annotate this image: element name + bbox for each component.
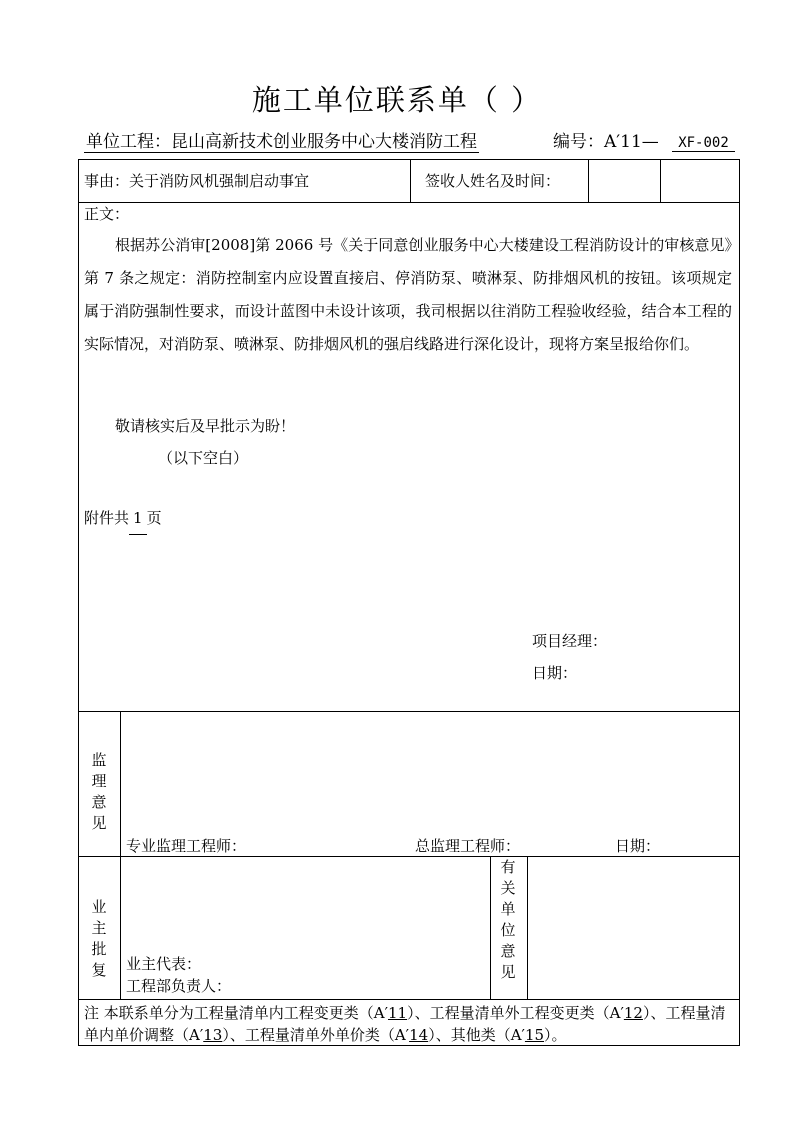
note-text: ）、工程量清单外单价类（A′ [222,1026,410,1044]
supervision-side-label: 监理意见 [91,751,107,832]
divider [490,856,491,999]
pm-label: 项目经理： [532,632,608,650]
divider [120,711,121,999]
body-paragraph: 根据苏公消审[2008]第 2066 号《关于同意创业服务中心大楼建设工程消防设计的审核意见》第 7 条之规定：消防控制室内应设置直接启、停消防泵、喷淋泵、防排烟风机的按钮。该项规定属于消防强制性要求，而设计蓝图中未设计该项，我司根据以往消防工程验收经验，结合本工程的实际情况，对消防泵、喷淋泵、防排烟风机的强启线路进行深化设计，现将方案呈报给你们。 [84,236,732,353]
note-code: 13 [203,1026,223,1044]
divider [78,202,740,203]
divider [78,999,740,1000]
note-code: 11 [388,1004,408,1022]
note-text: ）、其他类（A′ [428,1026,525,1044]
note-text: ）。 [544,1026,567,1044]
blank-note: （以下空白） [158,449,249,467]
number-field [553,127,735,152]
supervision-engineer-label: 专业监理工程师： [126,837,247,855]
body-label: 正文： [84,205,130,223]
attachment-number: 1 [129,503,147,535]
attachment-prefix: 附件共 [84,509,130,527]
owner-dept-label: 工程部负责人： [126,977,232,995]
receiver-label: 签收人姓名及时间： [425,172,561,190]
note-text: ）、工程量清单外工程变更类（A′ [407,1004,624,1022]
project-name: 单位工程：昆山高新技术创业服务中心大楼消防工程 [84,127,479,153]
note-text: 注 本联系单分为工程量清单内工程变更类（A′ [84,1004,389,1022]
subject-field: 事由：关于消防风机强制启动事宜 [84,172,310,190]
project-label [84,127,479,153]
note-code: 15 [524,1026,545,1044]
attachment-count [84,503,162,535]
divider [527,856,528,999]
note-text: ）、工程量清单内单价调整（A′ [84,1004,726,1044]
owner-rep-label: 业主代表： [126,955,202,973]
number-label: 编号：A′11— [553,132,659,152]
receiver-time-cell [661,160,739,202]
note-code: 14 [409,1026,429,1044]
request-text: 敬请核实后及早批示为盼！ [115,417,296,435]
divider [410,159,411,202]
chief-engineer-label: 总监理工程师： [415,837,521,855]
owner-side-label: 业主批复 [91,898,107,979]
date-label: 日期： [532,664,578,682]
note-code: 12 [623,1004,643,1022]
attachment-suffix: 页 [146,509,162,527]
footnote [84,1002,734,1046]
related-unit-label: 有关单位意见 [500,858,516,981]
supervision-date-label: 日期： [615,837,661,855]
divider [78,711,740,712]
number-value: XF-002 [672,135,735,152]
page-title: 施工单位联系单（ ） [251,83,543,117]
receiver-name-cell [589,160,660,202]
divider [78,856,740,857]
